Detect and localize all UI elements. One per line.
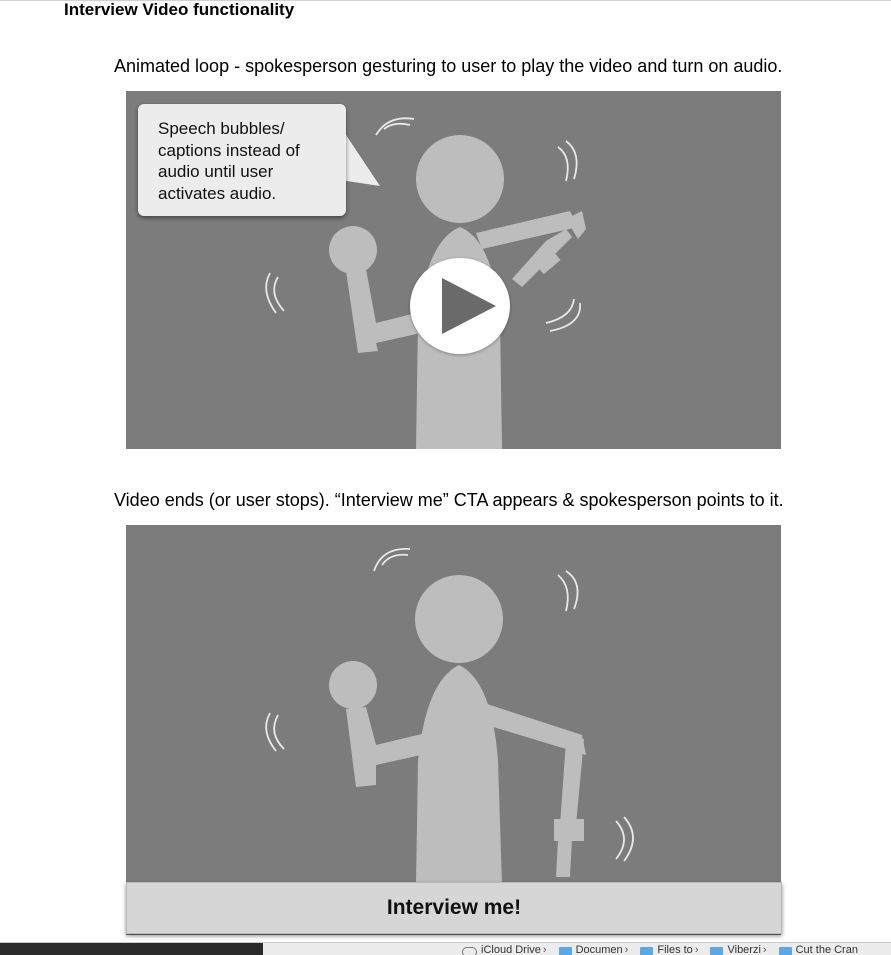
speech-bubble (138, 104, 346, 216)
play-button[interactable] (410, 258, 510, 354)
breadcrumb-item-icloud[interactable]: iCloud Drive › (462, 943, 553, 955)
chevron-right-icon: › (543, 943, 547, 955)
dock-strip (0, 943, 263, 955)
section2-caption: Video ends (or user stops). “Interview me” CTA appears & spokesperson points to it. (114, 489, 784, 511)
chevron-right-icon: › (763, 943, 767, 955)
section1-caption: Animated loop - spokesperson gesturing to user to play the video and turn on audio. (114, 55, 782, 77)
speech-bubble-text: Speech bubbles/ captions instead of audio until user activates audio. (158, 118, 338, 204)
page-heading: Interview Video functionality (64, 0, 294, 20)
chevron-right-icon: › (625, 943, 629, 955)
speech-bubble-tail (340, 124, 384, 188)
play-icon (410, 258, 510, 354)
spokesperson-illustration-pointing (126, 525, 781, 935)
video-frame-end (126, 525, 781, 935)
finder-path-bar (0, 942, 891, 955)
breadcrumb-item-viberzi[interactable]: Viberzi › (710, 943, 772, 955)
breadcrumb-item-files[interactable]: Files to › (640, 943, 704, 955)
breadcrumb (462, 943, 864, 955)
chevron-right-icon: › (695, 943, 699, 955)
breadcrumb-item-documents[interactable]: Documen › (559, 943, 635, 955)
breadcrumb-item-cut-the-cran[interactable]: Cut the Cran (779, 943, 858, 955)
interview-me-button[interactable]: Interview me! (126, 882, 782, 934)
